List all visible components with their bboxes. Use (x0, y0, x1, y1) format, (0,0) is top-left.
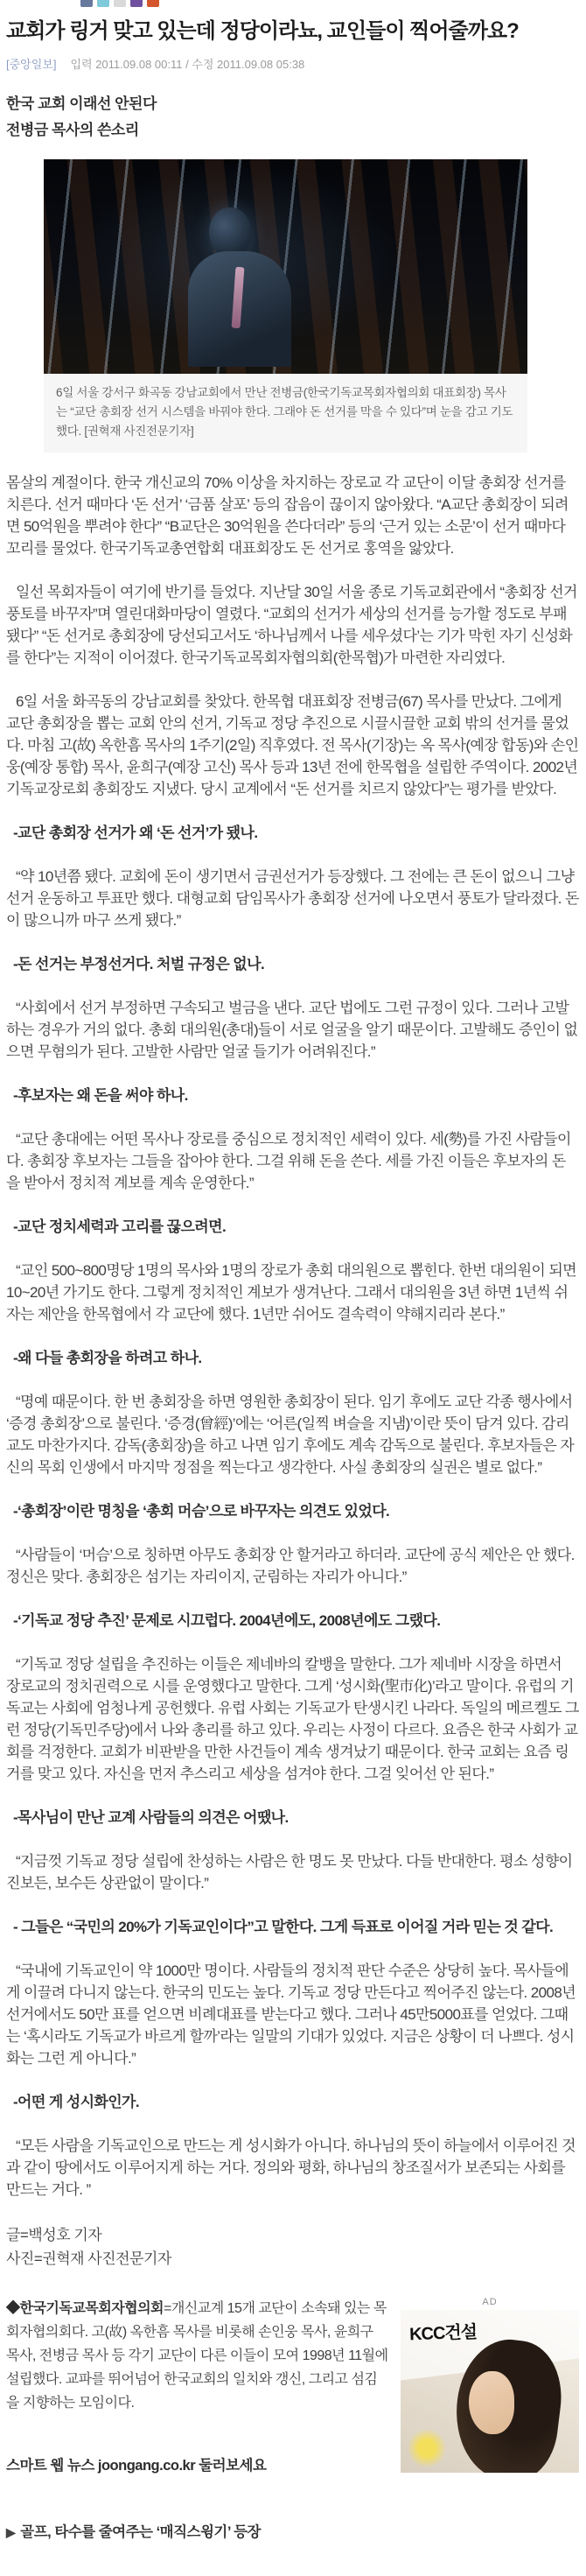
press-tag: [중앙일보] (6, 58, 57, 71)
article-paragraph: -‘기독교 정당 추진’ 문제로 시끄럽다. 2004년에도, 2008년에도 그랬다. (13, 1612, 441, 1629)
glossary-note-title: ◆한국기독교목회자협의회 (6, 2301, 164, 2316)
article-paragraph: “약 10년쯤 됐다. 교회에 돈이 생기면서 금권선거가 등장했다. 그 전에는 큰 돈이 없으니 그냥 선거 운동하고 투표만 했다. 대형교회 담임목사가 총회장 선거에 나오면서 풍토가 달라졌다. 돈이 많으니까 마구 쓰게 됐다.” (6, 868, 579, 929)
share-print-icon[interactable] (114, 0, 126, 7)
bottom-section (6, 2297, 579, 2541)
kcc-ad-banner[interactable] (401, 2310, 579, 2473)
ad-flower-decor (408, 2429, 446, 2467)
article-meta (6, 55, 579, 72)
article-paragraph: 일선 목회자들이 여기에 반기를 들었다. 지난달 30일 서울 종로 기독교회관에서 “총회장 선거 풍토를 바꾸자”며 열린대화마당이 열렸다. “교회의 선거가 세상의 선거를 능가할 정도로 부패됐다” “돈 선거로 총회장에 당선되고서도 ‘하나님께서 나를 세우셨다’는 기가 막힌 자기 신성화를 한다”는 지적이 이어졌다. 한국기독교목회자협의회(한목협)가 마련한 자리였다. (6, 584, 577, 666)
article-paragraph: “기독교 정당 설립을 추진하는 이들은 제네바의 칼뱅을 말한다. 그가 제네바 시장을 하면서 장로교의 정치권력으로 시를 운영했다고 말한다. 그게 ‘성시화(聖市化)’라고 말이다. 유럽의 기독교는 사회에 엄청나게 공헌했다. 유럽 사회는 기독교가 탄생시킨 나라다. 독일의 메르켈도 그런 정당(기독민주당)에서 나와 총리를 하고 있다. 우리는 사정이 다르다. 요즘은 한국 사회가 교회를 걱정한다. 교회가 비판받을 만한 사건들이 계속 생겨났기 때문이다. 한국 교회는 요즘 링거를 맞고 있다. 자신을 먼저 추스리고 세상을 섬겨야 한다. 그걸 잊어선 안 된다.” (6, 1656, 579, 1782)
article-paragraph: 6일 서울 화곡동의 강남교회를 찾았다. 한목협 대표회장 전병금(67) 목사를 만났다. 그에게 교단 총회장을 뽑는 교회 안의 선거, 기독교 정당 추진으로 시끌시끌한 교회 밖의 선거를 물었다. 마침 고(故) 옥한흠 목사의 1주기(2일) 직후였다. 전 목사(기장)는 옥 목사(예장 합동)와 손인웅(예장 통합) 목사, 윤희구(예장 고신) 목사 등과 13년 전에 한목협을 설립한 주역이다. 2002년 기독교장로회 총회장도 지냈다. 당시 교계에서 “돈 선거를 치르지 않았다”는 평가를 받았다. (6, 693, 579, 797)
article-paragraph: “지금껏 기독교 정당 설립에 찬성하는 사람은 한 명도 못 만났다. 다들 반대한다. 평소 성향이 진보든, 보수든 상관없이 말이다.” (6, 1853, 573, 1892)
article-body (6, 472, 579, 2200)
related-article-label: 골프, 타수를 줄여주는 ‘매직스윙기’ 등장 (20, 2524, 261, 2540)
share-mail-icon[interactable] (147, 0, 159, 7)
byline-line: 사진=권혁재 사진전문기자 (6, 2250, 171, 2267)
share-scrap-icon[interactable] (130, 0, 143, 7)
ad-box (401, 2297, 579, 2473)
byline-line: 글=백성호 기자 (6, 2227, 102, 2243)
article-paragraph: “교인 500~800명당 1명의 목사와 1명의 장로가 총회 대의원으로 뽑힌다. 한번 대의원이 되면 10~20년 가기도 한다. 그렇게 정치적인 계보가 생겨난다. 그래서 대의원을 3년 하면 1년씩 쉬자는 제안을 한목협에서 각 교단에 했다. 1년만 쉬어도 결속력이 약해지리라 본다.” (6, 1262, 577, 1323)
smart-web-promo-link[interactable]: 스마트 웹 뉴스 joongang.co.kr 둘러보세요 (6, 2458, 267, 2474)
subhead-line: 전병금 목사의 쓴소리 (6, 122, 139, 138)
article-paragraph: “모든 사람을 기독교인으로 만드는 게 성시화가 아니다. 하나님의 뜻이 하늘에서 이루어진 것과 같이 땅에서도 이루어지게 하는 거다. 정의와 평화, 하나님의 창조질서가 보존되는 사회를 만드는 거다. ” (6, 2137, 576, 2198)
article-paragraph: “사회에서 선거 부정하면 구속되고 벌금을 낸다. 교단 법에도 그런 규정이 있다. 그러나 고발하는 경우가 거의 없다. 총회 대의원(총대)들이 서로 얼굴을 알기 때문이다. 고발해도 증인이 없으면 무혐의가 된다. 고발한 사람만 얼굴 들기가 어려워진다.” (6, 1000, 578, 1060)
article-dates: 입력 2011.09.08 00:11 / 수정 2011.09.08 05:38 (70, 58, 305, 71)
article-title: 교회가 링거 맞고 있는데 정당이라뇨, 교인들이 찍어줄까요? (6, 19, 519, 43)
ad-label: AD (482, 2297, 498, 2307)
article-paragraph: -왜 다들 총회장을 하려고 하나. (13, 1350, 202, 1366)
article-paragraph: -어떤 게 성시화인가. (13, 2094, 140, 2110)
article-photo (44, 159, 527, 374)
article-paragraph: -후보자는 왜 돈을 써야 하나. (13, 1087, 188, 1104)
photo-caption: 6일 서울 강서구 화곡동 강남교회에서 만난 전병금(한국기독교목회자협의회 대표회장) 목사는 “교단 총회장 선거 시스템을 바꿔야 한다. 그래야 돈 선거를 막을 수 있다”며 눈을 감고 기도했다. [권혁재 사진전문기자] (44, 374, 527, 453)
glossary-note-text: =개신교계 15개 교단이 소속돼 있는 목회자협의회다. 고(故) 옥한흠 목사를 비롯해 손인웅 목사, 윤희구 목사, 전병금 목사 등 각기 교단이 다른 이들이 모여 1998년 11월에 설립했다. 교파를 뛰어넘어 한국교회의 일치와 갱신, 그리고 섬김을 지향하는 모임이다. (6, 2301, 388, 2411)
article-paragraph: - 그들은 “국민의 20%가 기독교인이다”고 말한다. 그게 득표로 이어질 거라 믿는 것 같다. (13, 1919, 554, 1935)
subhead-block (6, 91, 579, 144)
article-paragraph: “명예 때문이다. 한 번 총회장을 하면 영원한 총회장이 된다. 임기 후에도 교단 각종 행사에서 ‘증경 총회장’으로 불린다. ‘증경(曾經)’에는 ‘어른(일찍 벼슬을 지냄)’이란 뜻이 담겨 있다. 감리교도 마찬가지다. 감독(총회장)을 하고 나면 임기 후에도 계속 감독으로 불린다. 후보자들은 자신의 목회 인생에서 마지막 정점을 찍는다고 생각한다. 사실 총회장의 실권은 별로 없다.” (6, 1393, 575, 1476)
article-paragraph: “사람들이 ‘머슴’으로 칭하면 아무도 총회장 안 할거라고 하더라. 교단에 공식 제안은 안 했다. 정신은 맞다. 총회장은 섬기는 자리이지, 군림하는 자리가 아니다.” (6, 1547, 575, 1585)
byline-block (6, 2223, 579, 2271)
article-paragraph: -교단 정치세력과 고리를 끊으려면. (13, 1218, 227, 1235)
article-paragraph: 몸살의 계절이다. 한국 개신교의 70% 이상을 차지하는 장로교 각 교단이 이달 총회장 선거를 치른다. 선거 때마다 ‘돈 선거’ ‘금품 살포’ 등의 잡음이 끊이지 않아왔다. “A교단 총회장이 되려면 50억원을 뿌려야 한다” “B교단은 30억원을 쓴다더라” 등의 ‘근거 있는 소문’이 선거 때마다 꼬리를 물었다. 한국기독교총연합회 대표회장도 돈 선거로 홍역을 앓았다. (6, 474, 569, 557)
share-blog-icon[interactable] (80, 0, 93, 7)
ad-brand-logo: KCC건설 (408, 2322, 478, 2345)
article-paragraph: -교단 총회장 선거가 왜 ‘돈 선거’가 됐나. (13, 825, 258, 841)
article-paragraph: -‘총회장’이란 명칭을 ‘총회 머슴’으로 바꾸자는 의견도 있었다. (13, 1503, 390, 1520)
article-figure (44, 159, 527, 453)
article-paragraph: “국내에 기독교인이 약 1000만 명이다. 사람들의 정치적 판단 수준은 상당히 높다. 목사들에게 이끌려 다니지 않는다. 한국의 민도는 높다. 기독교 정당 만든다고 찍어주진 않는다. 2008년 선거에서도 50만 표를 얻으면 비례대표를 받는다고 했다. 그러나 45만5000표를 얻었다. 그때는 ‘혹시라도 기독교가 바르게 할까’라는 일말의 기대가 있었다. 지금은 상황이 더 나쁘다. 성시화는 그런 게 아니다.” (6, 1962, 576, 2067)
article-paragraph: -돈 선거는 부정선거다. 처벌 규정은 없나. (13, 956, 265, 972)
share-twitter-icon[interactable] (97, 0, 109, 7)
article-paragraph: -목사님이 만난 교계 사람들의 의견은 어땠나. (13, 1809, 289, 1826)
praying-pastor-figure (188, 207, 293, 374)
social-share-row (6, 0, 579, 7)
related-arrow-icon: ▶ (6, 2525, 16, 2539)
subhead-line: 한국 교회 이래선 안된다 (6, 95, 157, 112)
ad-woman-face (469, 2371, 514, 2434)
related-article-link[interactable] (6, 2520, 579, 2541)
article-paragraph: “교단 총대에는 어떤 목사나 장로를 중심으로 정치적인 세력이 있다. 세(勢)를 가진 사람들이다. 총회장 후보자는 그들을 잡아야 한다. 그걸 위해 돈을 쓴다. 세를 가진 이들은 후보자의 돈을 받아서 정치적 계보를 계속 운영한다.” (6, 1131, 571, 1191)
